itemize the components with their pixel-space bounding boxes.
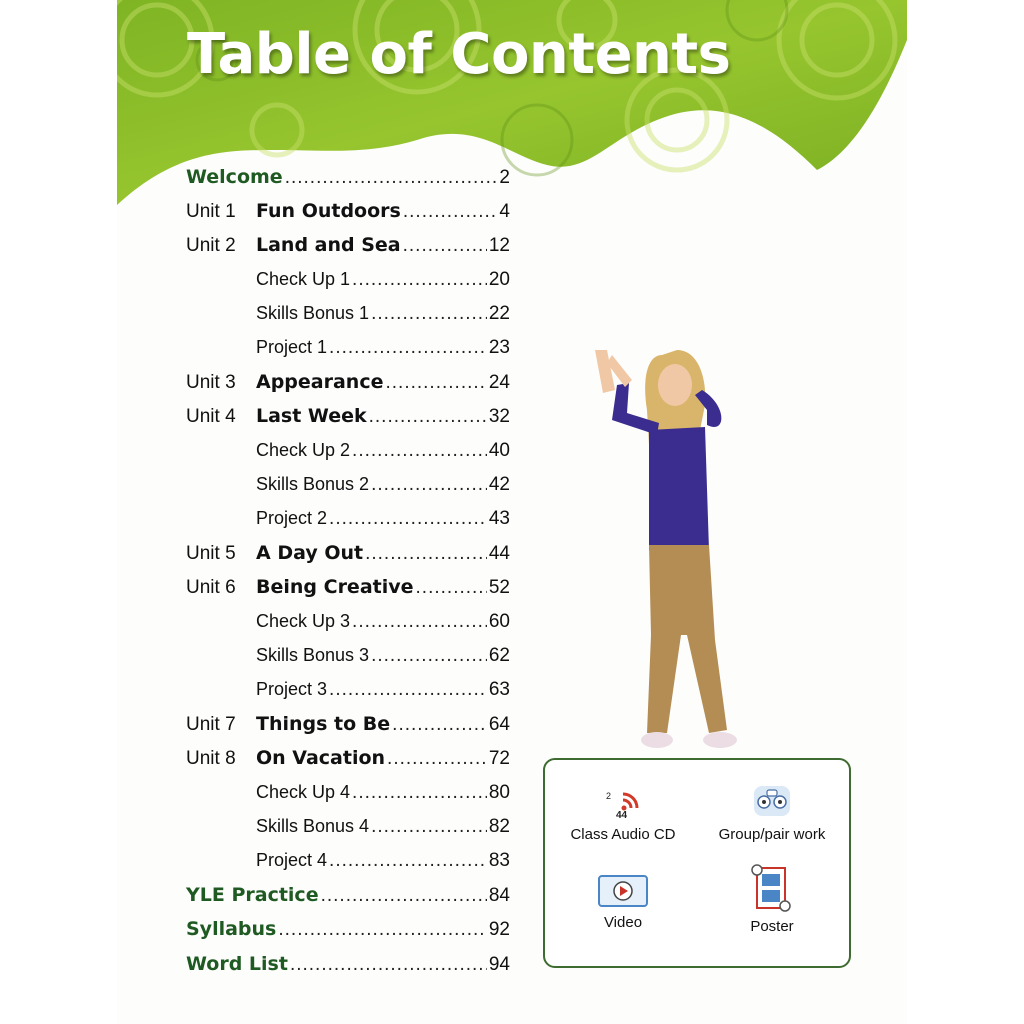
toc-page-number: 44 bbox=[488, 543, 510, 565]
toc-page-number: 24 bbox=[488, 372, 510, 394]
toc-entry-title: Check Up 1 bbox=[256, 268, 351, 289]
legend-label-group: Group/pair work bbox=[718, 826, 826, 843]
legend-item-poster bbox=[699, 864, 845, 935]
toc-row bbox=[186, 542, 510, 572]
toc-unit-label: Unit 4 bbox=[186, 406, 236, 428]
toc-row bbox=[256, 611, 510, 641]
toc-page-number: 62 bbox=[488, 644, 510, 666]
toc-row bbox=[186, 953, 510, 983]
toc-entry-title: Syllabus bbox=[186, 918, 277, 941]
toc-entry-title: Skills Bonus 2 bbox=[256, 473, 370, 494]
toc-row bbox=[256, 440, 510, 470]
toc-row bbox=[256, 782, 510, 812]
group-work-icon bbox=[752, 784, 792, 820]
toc-row bbox=[256, 303, 510, 333]
toc-leader-dots bbox=[403, 235, 487, 257]
toc-unit-label: Unit 6 bbox=[186, 577, 236, 599]
toc-leader-dots bbox=[416, 577, 487, 599]
toc-row bbox=[256, 337, 510, 367]
toc-leader-dots bbox=[385, 372, 486, 394]
toc-page-number: 20 bbox=[488, 268, 510, 290]
toc-page-number: 82 bbox=[488, 815, 510, 837]
toc-entry-title: Project 3 bbox=[256, 679, 328, 699]
toc-entry-title: Skills Bonus 1 bbox=[256, 302, 370, 323]
toc-entry-title: Welcome bbox=[186, 166, 283, 188]
toc-entry-title: On Vacation bbox=[256, 747, 386, 770]
legend-item-video bbox=[553, 874, 693, 931]
toc-row bbox=[256, 679, 510, 709]
toc-page-number: 60 bbox=[488, 610, 510, 632]
toc-leader-dots bbox=[371, 645, 487, 667]
table-of-contents bbox=[117, 0, 537, 1000]
page bbox=[117, 0, 907, 1024]
toc-page-number: 42 bbox=[488, 473, 510, 495]
toc-page-number: 63 bbox=[488, 679, 510, 700]
toc-page-number: 84 bbox=[488, 885, 510, 907]
girl-figure-illustration bbox=[577, 335, 767, 765]
toc-row bbox=[186, 234, 510, 264]
toc-row bbox=[256, 474, 510, 504]
toc-page-number: 83 bbox=[488, 850, 510, 871]
toc-leader-dots bbox=[352, 440, 487, 462]
toc-leader-dots bbox=[329, 850, 487, 872]
toc-row bbox=[186, 371, 510, 401]
poster-icon bbox=[749, 864, 795, 912]
toc-page-number: 40 bbox=[488, 439, 510, 461]
toc-entry-title: Skills Bonus 4 bbox=[256, 815, 370, 836]
toc-page-number: 52 bbox=[488, 577, 510, 599]
svg-text:2: 2 bbox=[606, 791, 612, 801]
toc-row bbox=[186, 200, 510, 230]
toc-page-number: 4 bbox=[499, 201, 510, 223]
toc-leader-dots bbox=[290, 954, 487, 976]
icon-legend-box bbox=[543, 758, 851, 968]
toc-leader-dots bbox=[329, 508, 487, 530]
toc-entry-title: Things to Be bbox=[256, 713, 391, 736]
toc-entry-title: Word List bbox=[186, 952, 288, 975]
legend-item-group bbox=[699, 784, 845, 843]
toc-unit-label: Unit 3 bbox=[186, 372, 236, 394]
toc-entry-title: Project 1 bbox=[256, 337, 328, 357]
toc-leader-dots bbox=[387, 748, 487, 770]
toc-entry-title: A Day Out bbox=[256, 542, 364, 565]
toc-row bbox=[186, 576, 510, 606]
svg-text:44: 44 bbox=[616, 810, 628, 820]
toc-page-number: 80 bbox=[488, 781, 510, 803]
toc-entry-title: Being Creative bbox=[256, 576, 414, 599]
toc-leader-dots bbox=[403, 201, 498, 223]
toc-leader-dots bbox=[365, 543, 487, 565]
toc-row bbox=[256, 850, 510, 880]
audio-cd-icon bbox=[603, 784, 643, 820]
toc-page-number: 64 bbox=[488, 714, 510, 736]
toc-leader-dots bbox=[371, 303, 487, 325]
toc-leader-dots bbox=[392, 714, 487, 736]
toc-entry-title: Last Week bbox=[256, 405, 367, 428]
toc-page-number: 94 bbox=[488, 953, 510, 975]
toc-page-number: 12 bbox=[488, 235, 510, 257]
toc-page-number: 43 bbox=[488, 508, 510, 529]
toc-entry-title: Skills Bonus 3 bbox=[256, 644, 370, 665]
toc-leader-dots bbox=[329, 337, 487, 359]
toc-unit-label: Unit 8 bbox=[186, 748, 236, 770]
toc-page-number: 72 bbox=[488, 748, 510, 770]
toc-page-number: 22 bbox=[488, 302, 510, 324]
toc-leader-dots bbox=[329, 679, 487, 701]
toc-page-number: 23 bbox=[488, 337, 510, 358]
video-icon bbox=[597, 874, 649, 908]
toc-unit-label: Unit 1 bbox=[186, 201, 236, 223]
toc-entry-title: YLE Practice bbox=[186, 884, 319, 907]
toc-leader-dots bbox=[352, 782, 487, 804]
toc-row bbox=[186, 713, 510, 743]
toc-leader-dots bbox=[371, 816, 487, 838]
toc-page-number: 2 bbox=[499, 167, 510, 188]
toc-entry-title: Project 4 bbox=[256, 850, 328, 870]
toc-row bbox=[256, 269, 510, 299]
toc-leader-dots bbox=[278, 919, 487, 941]
page-title: Table of Contents bbox=[187, 22, 731, 87]
toc-page-number: 32 bbox=[488, 406, 510, 428]
toc-entry-title: Check Up 2 bbox=[256, 439, 351, 460]
toc-unit-label: Unit 5 bbox=[186, 543, 236, 565]
toc-leader-dots bbox=[369, 406, 487, 428]
toc-leader-dots bbox=[321, 885, 487, 907]
toc-entry-title: Project 2 bbox=[256, 508, 328, 528]
toc-unit-label: Unit 2 bbox=[186, 235, 236, 257]
toc-leader-dots bbox=[285, 167, 498, 189]
toc-entry-title: Check Up 3 bbox=[256, 610, 351, 631]
legend-item-audio bbox=[553, 784, 693, 843]
legend-label-audio: Class Audio CD bbox=[570, 826, 676, 843]
toc-row bbox=[186, 405, 510, 435]
toc-row bbox=[186, 918, 510, 948]
toc-row bbox=[256, 645, 510, 675]
toc-row bbox=[186, 166, 510, 196]
toc-row bbox=[256, 816, 510, 846]
toc-entry-title: Appearance bbox=[256, 371, 384, 394]
toc-row bbox=[256, 508, 510, 538]
toc-entry-title: Land and Sea bbox=[256, 234, 401, 257]
toc-leader-dots bbox=[352, 611, 487, 633]
toc-row bbox=[186, 884, 510, 914]
toc-page-number: 92 bbox=[488, 919, 510, 941]
toc-unit-label: Unit 7 bbox=[186, 714, 236, 736]
legend-label-poster: Poster bbox=[750, 918, 794, 935]
legend-label-video: Video bbox=[603, 914, 643, 931]
toc-leader-dots bbox=[352, 269, 487, 291]
toc-leader-dots bbox=[371, 474, 487, 496]
toc-entry-title: Check Up 4 bbox=[256, 781, 351, 802]
toc-entry-title: Fun Outdoors bbox=[256, 200, 401, 223]
toc-row bbox=[186, 747, 510, 777]
